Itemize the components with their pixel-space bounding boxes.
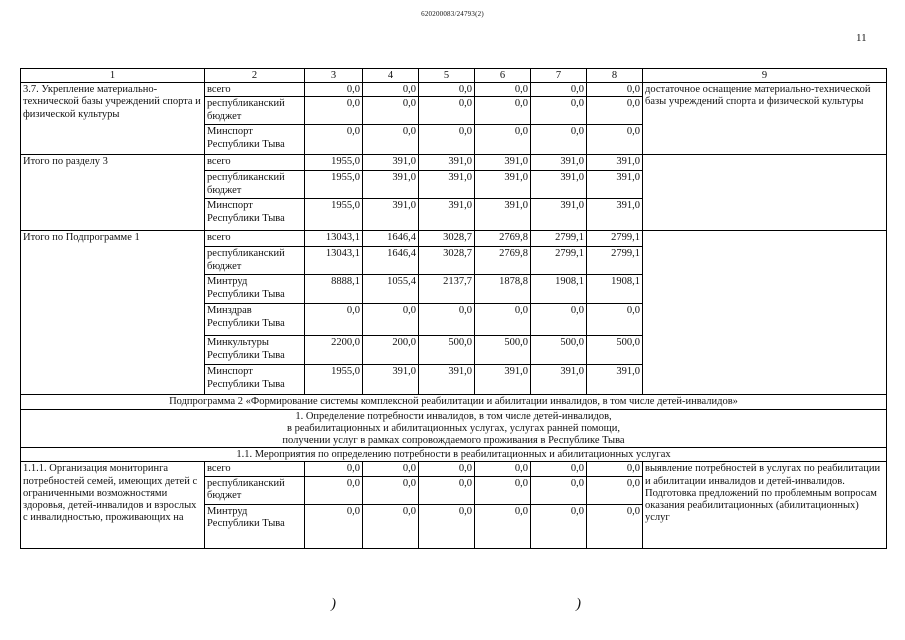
funding-source: республиканский бюджет	[205, 97, 305, 125]
value-cell: 1955,0	[305, 199, 363, 231]
value-cell: 391,0	[475, 155, 531, 171]
value-cell: 0,0	[305, 462, 363, 476]
value-cell: 0,0	[419, 304, 475, 336]
value-cell: 0,0	[475, 304, 531, 336]
value-cell: 391,0	[587, 155, 643, 171]
value-cell: 0,0	[363, 97, 419, 125]
funding-source: республиканский бюджет	[205, 247, 305, 275]
value-cell: 500,0	[419, 336, 475, 365]
value-cell: 2799,1	[587, 231, 643, 247]
value-cell: 0,0	[531, 462, 587, 476]
funding-source: Минспорт Республики Тыва	[205, 125, 305, 155]
expected-result	[643, 231, 887, 395]
value-cell: 391,0	[419, 171, 475, 199]
value-cell: 391,0	[475, 199, 531, 231]
subprogram-2-title-row	[21, 395, 887, 409]
value-cell: 0,0	[305, 504, 363, 548]
header-cell: 1	[21, 69, 205, 83]
funding-source: Минтруд Республики Тыва	[205, 275, 305, 304]
value-cell: 1908,1	[531, 275, 587, 304]
value-cell: 391,0	[587, 365, 643, 395]
value-cell: 13043,1	[305, 231, 363, 247]
value-cell: 391,0	[531, 171, 587, 199]
header-cell: 6	[475, 69, 531, 83]
value-cell: 391,0	[363, 155, 419, 171]
funding-source: республиканский бюджет	[205, 476, 305, 504]
value-cell: 0,0	[531, 125, 587, 155]
value-cell: 391,0	[475, 365, 531, 395]
value-cell: 2137,7	[419, 275, 475, 304]
value-cell: 391,0	[419, 199, 475, 231]
value-cell: 0,0	[475, 476, 531, 504]
value-cell: 0,0	[531, 97, 587, 125]
value-cell: 500,0	[475, 336, 531, 365]
header-cell: 7	[531, 69, 587, 83]
expected-result: достаточное оснащение материально-технической базы учреждений спорта и физической культуры	[643, 83, 887, 155]
funding-source: Минспорт Республики Тыва	[205, 365, 305, 395]
margin-mark: )	[576, 596, 581, 612]
value-cell: 391,0	[363, 171, 419, 199]
value-cell: 0,0	[587, 125, 643, 155]
value-cell: 0,0	[475, 125, 531, 155]
page-number: 11	[856, 32, 867, 44]
header-cell: 4	[363, 69, 419, 83]
value-cell: 0,0	[419, 125, 475, 155]
value-cell: 2799,1	[531, 231, 587, 247]
value-cell: 0,0	[363, 504, 419, 548]
value-cell: 0,0	[587, 97, 643, 125]
funding-source: Минкультуры Республики Тыва	[205, 336, 305, 365]
section-1-title-row	[21, 409, 887, 448]
value-cell: 0,0	[475, 97, 531, 125]
value-cell: 391,0	[531, 155, 587, 171]
value-cell: 391,0	[587, 171, 643, 199]
block-3-7	[21, 83, 887, 155]
value-cell: 0,0	[475, 83, 531, 97]
value-cell: 391,0	[531, 365, 587, 395]
value-cell: 0,0	[531, 304, 587, 336]
block-total-subprogram-1	[21, 231, 887, 395]
value-cell: 2200,0	[305, 336, 363, 365]
funding-source: республиканский бюджет	[205, 171, 305, 199]
expected-result	[643, 155, 887, 231]
measure-name: 1.1.1. Организация мониторинга потребностей семей, имеющих детей с ограниченными возможностями здоровья, детей-инвалидов и взрослых с инвалидностью, проживающих на	[21, 462, 205, 548]
value-cell: 391,0	[587, 199, 643, 231]
section-1-title-line: 1. Определение потребности инвалидов, в том числе детей-инвалидов,	[295, 410, 612, 422]
value-cell: 1055,4	[363, 275, 419, 304]
value-cell: 8888,1	[305, 275, 363, 304]
value-cell: 0,0	[363, 476, 419, 504]
value-cell: 2799,1	[587, 247, 643, 275]
value-cell: 0,0	[363, 83, 419, 97]
value-cell: 13043,1	[305, 247, 363, 275]
table-row	[21, 462, 887, 476]
value-cell: 0,0	[419, 97, 475, 125]
value-cell: 0,0	[475, 462, 531, 476]
value-cell: 1646,4	[363, 247, 419, 275]
budget-table	[20, 68, 887, 549]
value-cell: 1908,1	[587, 275, 643, 304]
value-cell: 3028,7	[419, 247, 475, 275]
value-cell: 1955,0	[305, 171, 363, 199]
measure-name: 3.7. Укрепление материально-технической базы учреждений спорта и физической культуры	[21, 83, 205, 155]
value-cell: 2769,8	[475, 231, 531, 247]
section-1-title-line: получении услуг в рамках сопровождаемого проживания в Республике Тыва	[282, 435, 625, 447]
value-cell: 391,0	[419, 365, 475, 395]
table-row	[21, 83, 887, 97]
value-cell: 391,0	[531, 199, 587, 231]
value-cell: 0,0	[531, 504, 587, 548]
value-cell: 0,0	[419, 462, 475, 476]
value-cell: 2769,8	[475, 247, 531, 275]
section-1-title	[21, 409, 887, 448]
value-cell: 500,0	[587, 336, 643, 365]
value-cell: 0,0	[419, 476, 475, 504]
table-header-row	[21, 69, 887, 83]
value-cell: 0,0	[419, 83, 475, 97]
funding-source: всего	[205, 83, 305, 97]
value-cell: 0,0	[587, 462, 643, 476]
value-cell: 0,0	[419, 504, 475, 548]
header-cell: 3	[305, 69, 363, 83]
subprogram-2-title: Подпрограмма 2 «Формирование системы комплексной реабилитации и абилитации инвалидов, в том числе детей-инвалидов»	[21, 395, 887, 409]
value-cell: 0,0	[587, 83, 643, 97]
value-cell: 0,0	[305, 304, 363, 336]
value-cell: 391,0	[363, 365, 419, 395]
header-cell: 5	[419, 69, 475, 83]
measure-name: Итого по Подпрограмме 1	[21, 231, 205, 395]
value-cell: 391,0	[475, 171, 531, 199]
section-1-1-title-row	[21, 448, 887, 462]
value-cell: 0,0	[587, 304, 643, 336]
value-cell: 3028,7	[419, 231, 475, 247]
funding-source: всего	[205, 462, 305, 476]
header-cell: 8	[587, 69, 643, 83]
value-cell: 200,0	[363, 336, 419, 365]
value-cell: 0,0	[363, 462, 419, 476]
funding-source: Минтруд Республики Тыва	[205, 504, 305, 548]
value-cell: 1955,0	[305, 365, 363, 395]
section-1-1-title: 1.1. Мероприятия по определению потребности в реабилитационных и абилитационных услугах	[21, 448, 887, 462]
value-cell: 0,0	[305, 83, 363, 97]
value-cell: 0,0	[363, 304, 419, 336]
table-row	[21, 231, 887, 247]
value-cell: 2799,1	[531, 247, 587, 275]
value-cell: 0,0	[305, 125, 363, 155]
expected-result: выявление потребностей в услугах по реабилитации и абилитации инвалидов и детей-инвалидов. Подготовка предложений по проблемным вопросам оказания реабилитационных (абилитационных) услуг	[643, 462, 887, 548]
value-cell: 500,0	[531, 336, 587, 365]
value-cell: 0,0	[531, 83, 587, 97]
block-1-1-1	[21, 462, 887, 548]
header-cell: 9	[643, 69, 887, 83]
document-id: 620200083/24793(2)	[421, 10, 484, 18]
value-cell: 1646,4	[363, 231, 419, 247]
header-cell: 2	[205, 69, 305, 83]
value-cell: 0,0	[363, 125, 419, 155]
margin-mark: )	[331, 596, 336, 612]
value-cell: 0,0	[587, 476, 643, 504]
block-total-section-3	[21, 155, 887, 231]
table-row	[21, 155, 887, 171]
value-cell: 0,0	[475, 504, 531, 548]
section-1-title-line: в реабилитационных и абилитационных услугах, услугах ранней помощи,	[287, 422, 620, 434]
funding-source: всего	[205, 231, 305, 247]
value-cell: 0,0	[305, 476, 363, 504]
measure-name: Итого по разделу 3	[21, 155, 205, 231]
value-cell: 391,0	[363, 199, 419, 231]
value-cell: 391,0	[419, 155, 475, 171]
value-cell: 1878,8	[475, 275, 531, 304]
value-cell: 0,0	[531, 476, 587, 504]
funding-source: Минспорт Республики Тыва	[205, 199, 305, 231]
value-cell: 1955,0	[305, 155, 363, 171]
funding-source: всего	[205, 155, 305, 171]
value-cell: 0,0	[305, 97, 363, 125]
funding-source: Минздрав Республики Тыва	[205, 304, 305, 336]
value-cell: 0,0	[587, 504, 643, 548]
